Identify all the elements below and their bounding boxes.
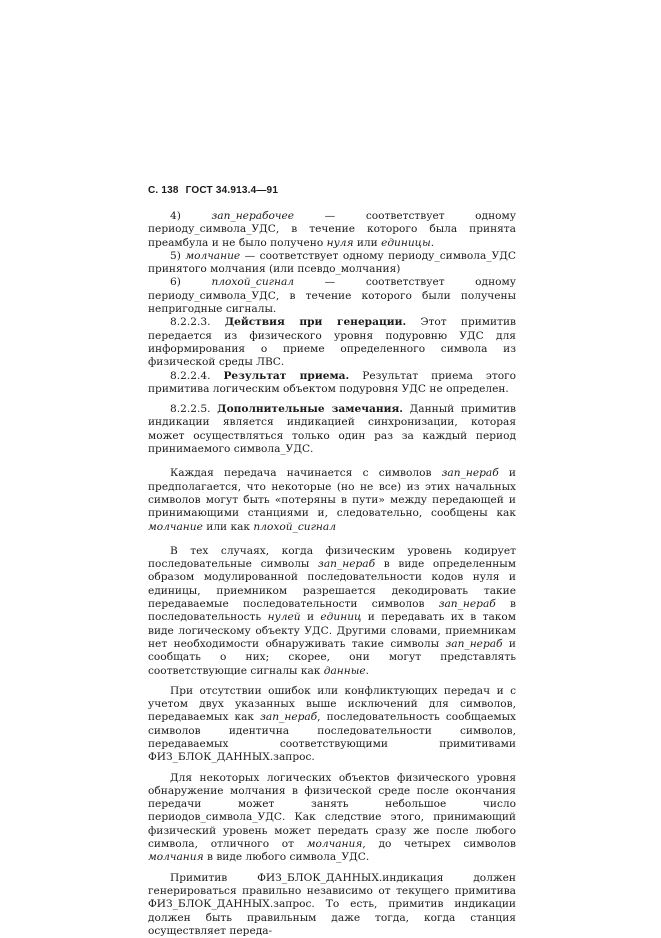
- paragraph-1: Каждая передача начинается с символов зап_нераб и предполагается, что некоторые (но не все) из этих начальных символов могут быть «потеряны в пути» между передающей и принимающими станциями и, следовательно, сообщены как молчание или как плохой_сигнал: [148, 467, 516, 533]
- section-8-2-2-4: 8.2.2.4. Результат приема. Результат приема этого примитива логическим объектом подуровня УДС не определен.: [148, 369, 516, 395]
- term: плохой_сигнал: [211, 276, 295, 289]
- page-number: С. 138: [148, 185, 179, 196]
- term: зап_нерабочее: [211, 210, 295, 222]
- list-item-6: 6) плохой_сигнал — соответствует одному периоду_символа_УДС, в течение которого были получены непригодные сигналы.: [148, 276, 516, 316]
- section-title: Действия при генерации.: [224, 316, 407, 329]
- document-page: [148, 185, 516, 938]
- section-8-2-2-3: 8.2.2.3. Действия при генерации. Этот примитив передается из физического уровня подуровню УДС для информирования о приеме определенного символа из физической среды ЛВС.: [148, 316, 516, 369]
- term: молчание: [185, 249, 241, 262]
- section-title: Дополнительные замечания.: [217, 403, 403, 416]
- list-item-4: 4) зап_нерабочее — соответствует одному периоду_символа_УДС, в течение которого была принята преамбула и не было получено нуля или единицы.: [148, 210, 516, 249]
- paragraph-5: Примитив ФИЗ_БЛОК_ДАННЫХ.индикация должен генерироваться правильно независимо от текущего примитива ФИЗ_БЛОК_ДАННЫХ.запрос. То есть, примитив индикации должен быть правильным даже тогда, когда станция осуществляет переда-: [148, 871, 516, 937]
- section-8-2-2-5: 8.2.2.5. Дополнительные замечания. Данный примитив индикации является индикацией синхронизации, которая может осуществляться только один раз за каждый период принимаемого символа_УДС.: [148, 403, 517, 456]
- paragraph-4: Для некоторых логических объектов физического уровня обнаружение молчания в физической среде после окончания передачи может занять небольшое число периодов_символа_УДС. Как следствие этого, принимающий физический уровень может передать сразу же после любого символа, отличного от молчания, до четырех символов молчания в виде любого символа_УДС.: [148, 771, 516, 864]
- page-header: [148, 185, 516, 196]
- standard-code: ГОСТ 34.913.4—91: [185, 185, 279, 196]
- section-title: Результат приема.: [223, 369, 350, 382]
- paragraph-2: В тех случаях, когда физическим уровень кодирует последовательные символы зап_нераб в виде определенным образом модулированной последовательности кодов нуля и единицы, приемником разрешается декодировать такие передаваемые последовательности символов зап_нераб в последовательность нулей и единиц и передавать их в таком виде логическому объекту УДС. Другими словами, приемникам нет необходимости обнаруживать такие символы зап_нераб и сообщать о них; скорее, они могут представлять соответствующие сигналы как данные.: [148, 544, 516, 677]
- list-item-5: 5) молчание — соответствует одному периоду_символа_УДС принятого молчания (или псевдо_молчания): [148, 249, 516, 276]
- paragraph-3: При отсутствии ошибок или конфликтующих передач и с учетом двух указанных выше исключений для символов, передаваемых как зап_нераб, последовательность сообщаемых символов идентична последовательности символов, передаваемых соответствующими примитивами ФИЗ_БЛОК_ДАННЫХ.запрос.: [148, 684, 516, 764]
